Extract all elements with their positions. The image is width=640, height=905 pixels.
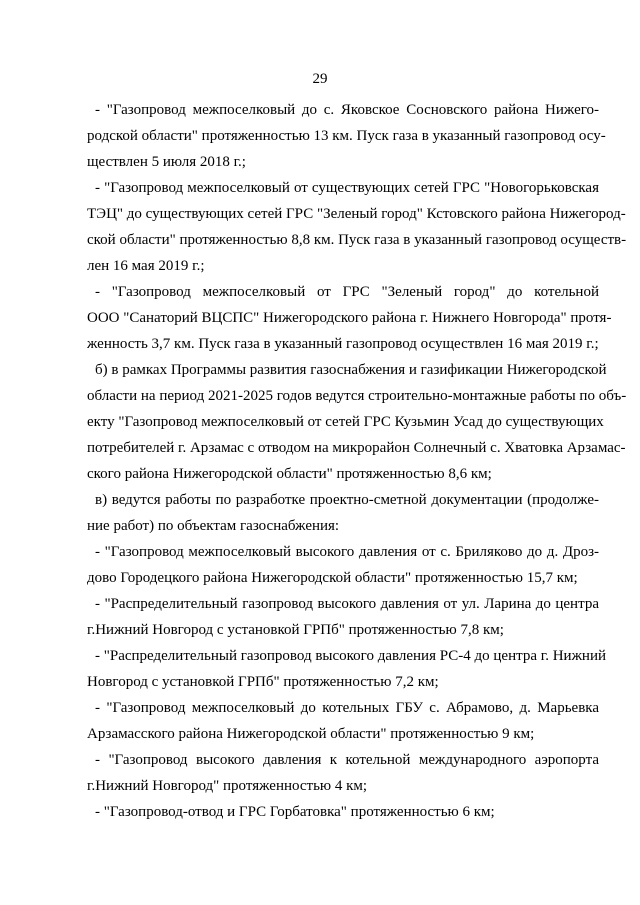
text-line: - "Газопровод межпоселковый от существующих сетей ГРС "Новогорьковская: [95, 180, 599, 196]
text-line: ООО "Санаторий ВЦСПС" Нижегородского района г. Нижнего Новгорода" протя-: [87, 310, 612, 326]
text-line: - "Распределительный газопровод высокого давления РС-4 до центра г. Нижний: [95, 648, 607, 664]
text-line: Новгород с установкой ГРПб" протяженностью 7,2 км;: [87, 674, 439, 690]
text-line: дово Городецкого района Нижегородской области" протяженностью 15,7 км;: [87, 570, 578, 586]
paragraph-program-b: [87, 357, 627, 487]
text-line: г.Нижний Новгород" протяженностью 4 км;: [87, 778, 368, 794]
text-line: - "Газопровод межпоселковый до с. Яковское Сосновского района Нижего-: [95, 102, 599, 118]
text-line: - "Газопровод межпоселковый до котельных ГБУ с. Абрамово, д. Марьевка: [95, 700, 599, 716]
text-line: области на период 2021-2025 годов ведутся строительно-монтажные работы по объ-: [87, 388, 627, 404]
paragraph-gorbatovka: [87, 799, 599, 825]
page-number: 29: [312, 71, 328, 87]
paragraph-zeleny-gorod: [87, 279, 612, 357]
text-line: лен 16 мая 2019 г.;: [87, 258, 205, 274]
text-line: ТЭЦ" до существующих сетей ГРС "Зеленый город" Кстовского района Нижегород-: [87, 206, 626, 222]
paragraph-yakovskoe: [87, 97, 606, 175]
text-line: - "Газопровод высокого давления к котельной международного аэропорта: [95, 752, 599, 768]
text-line: - "Газопровод межпоселковый от ГРС "Зеленый город" до котельной: [95, 284, 599, 300]
text-line: ской области" протяженностью 8,8 км. Пуск газа в указанный газопровод осуществ-: [87, 232, 627, 248]
text-line: ского района Нижегородской области" протяженностью 8,6 км;: [87, 466, 492, 482]
paragraph-rs4: [87, 643, 607, 695]
text-line: ществлен 5 июля 2018 г.;: [87, 154, 246, 170]
paragraph-brilyakovo: [87, 539, 599, 591]
paragraph-airport: [87, 747, 599, 799]
paragraph-novogorkovskaya: [87, 175, 627, 279]
text-line: - "Распределительный газопровод высокого давления от ул. Ларина до центра: [95, 596, 599, 612]
text-line: в) ведутся работы по разработке проектно-сметной документации (продолже-: [95, 492, 599, 508]
text-line: потребителей г. Арзамас с отводом на микрорайон Солнечный с. Хватовка Арзамас-: [87, 440, 626, 456]
text-line: Арзамасского района Нижегородской области" протяженностью 9 км;: [87, 726, 535, 742]
text-line: ние работ) по объектам газоснабжения:: [87, 518, 340, 534]
paragraph-design-v: [87, 487, 599, 539]
text-line: б) в рамках Программы развития газоснабжения и газификации Нижегородской: [95, 362, 607, 378]
text-line: г.Нижний Новгород с установкой ГРПб" протяженностью 7,8 км;: [87, 622, 504, 638]
text-line: - "Газопровод межпоселковый высокого давления от с. Бриляково до д. Дроз-: [95, 544, 599, 560]
paragraph-abramovo: [87, 695, 599, 747]
paragraph-larina: [87, 591, 599, 643]
document-body: [87, 97, 627, 825]
text-line: женность 3,7 км. Пуск газа в указанный газопровод осуществлен 16 мая 2019 г.;: [87, 336, 599, 352]
text-line: родской области" протяженностью 13 км. Пуск газа в указанный газопровод осу-: [87, 128, 606, 144]
text-line: екту "Газопровод межпоселковый от сетей ГРС Кузьмин Усад до существующих: [87, 414, 604, 430]
text-line: - "Газопровод-отвод и ГРС Горбатовка" протяженностью 6 км;: [95, 804, 495, 820]
